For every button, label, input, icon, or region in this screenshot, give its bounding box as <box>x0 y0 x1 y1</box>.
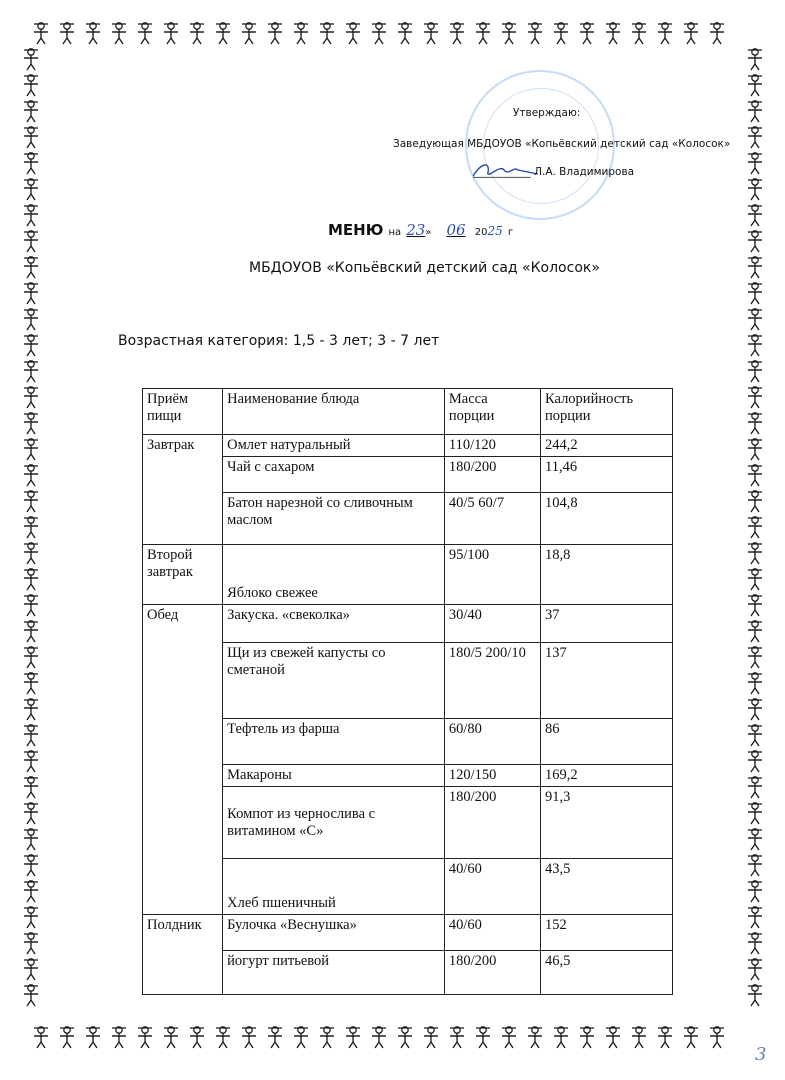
scarecrow-figure-icon <box>184 1024 210 1050</box>
dish-kcal: 169,2 <box>541 765 673 787</box>
quote-close: » <box>425 227 432 238</box>
table-row <box>143 493 673 545</box>
scarecrow-figure-icon <box>742 618 768 644</box>
scarecrow-figure-icon <box>418 1024 444 1050</box>
scarecrow-figure-icon <box>742 436 768 462</box>
scarecrow-figure-icon <box>18 462 44 488</box>
scarecrow-figure-icon <box>742 410 768 436</box>
scarecrow-figure-icon <box>742 46 768 72</box>
scarecrow-figure-icon <box>742 566 768 592</box>
scarecrow-figure-icon <box>132 1024 158 1050</box>
scarecrow-figure-icon <box>54 20 80 46</box>
scarecrow-figure-icon <box>18 670 44 696</box>
dish-name: йогурт питьевой <box>223 951 445 995</box>
dish-kcal: 11,46 <box>541 457 673 493</box>
menu-title <box>328 220 513 239</box>
year-prefix: 20 <box>474 227 488 238</box>
scarecrow-figure-icon <box>742 150 768 176</box>
day-handwritten: 23 <box>406 221 426 239</box>
scarecrow-figure-icon <box>314 1024 340 1050</box>
decorative-border-top <box>28 20 730 46</box>
month-handwritten: 06 <box>446 221 466 239</box>
scarecrow-figure-icon <box>742 228 768 254</box>
meal-cell: Второй завтрак <box>143 545 223 605</box>
dish-name: Макароны <box>223 765 445 787</box>
scarecrow-figure-icon <box>742 800 768 826</box>
menu-word: МЕНЮ <box>328 221 384 239</box>
decorative-border-bottom <box>28 1024 730 1050</box>
scarecrow-figure-icon <box>236 1024 262 1050</box>
scarecrow-figure-icon <box>18 46 44 72</box>
scarecrow-figure-icon <box>18 722 44 748</box>
scarecrow-figure-icon <box>652 1024 678 1050</box>
scarecrow-figure-icon <box>132 20 158 46</box>
scarecrow-figure-icon <box>80 1024 106 1050</box>
scarecrow-figure-icon <box>704 1024 730 1050</box>
dish-mass: 180/200 <box>444 951 540 995</box>
scarecrow-figure-icon <box>106 20 132 46</box>
scarecrow-figure-icon <box>742 306 768 332</box>
header-mass: Масса порции <box>444 389 540 435</box>
dish-kcal: 91,3 <box>541 787 673 859</box>
dish-mass: 40/60 <box>444 859 540 915</box>
scarecrow-figure-icon <box>18 592 44 618</box>
dish-name: Закуска. «свеколка» <box>223 605 445 643</box>
scarecrow-figure-icon <box>742 722 768 748</box>
scarecrow-figure-icon <box>18 124 44 150</box>
scarecrow-figure-icon <box>742 488 768 514</box>
scarecrow-figure-icon <box>80 20 106 46</box>
table-row <box>143 859 673 915</box>
approval-name-line: ___________ Л.А. Владимирова <box>473 166 635 178</box>
dish-mass: 30/40 <box>444 605 540 643</box>
scarecrow-figure-icon <box>158 1024 184 1050</box>
scarecrow-figure-icon <box>742 280 768 306</box>
scarecrow-figure-icon <box>742 982 768 1008</box>
scarecrow-figure-icon <box>18 202 44 228</box>
age-category: Возрастная категория: 1,5 - 3 лет; 3 - 7 лет <box>118 333 440 349</box>
scarecrow-figure-icon <box>54 1024 80 1050</box>
scarecrow-figure-icon <box>18 696 44 722</box>
scarecrow-figure-icon <box>522 1024 548 1050</box>
scarecrow-figure-icon <box>18 98 44 124</box>
scarecrow-figure-icon <box>262 1024 288 1050</box>
scarecrow-figure-icon <box>18 358 44 384</box>
scarecrow-figure-icon <box>18 774 44 800</box>
header-dish: Наименование блюда <box>223 389 445 435</box>
year-handwritten: 25 <box>487 224 503 238</box>
scarecrow-figure-icon <box>18 332 44 358</box>
dish-mass: 110/120 <box>444 435 540 457</box>
scarecrow-figure-icon <box>742 930 768 956</box>
scarecrow-figure-icon <box>392 1024 418 1050</box>
dish-name: Омлет натуральный <box>223 435 445 457</box>
scarecrow-figure-icon <box>742 852 768 878</box>
dish-mass: 180/200 <box>444 787 540 859</box>
scarecrow-figure-icon <box>626 1024 652 1050</box>
scarecrow-figure-icon <box>18 176 44 202</box>
dish-name: Щи из свежей капусты со сметаной <box>223 643 445 719</box>
scarecrow-figure-icon <box>678 20 704 46</box>
scarecrow-figure-icon <box>18 436 44 462</box>
scarecrow-figure-icon <box>742 774 768 800</box>
scarecrow-figure-icon <box>742 670 768 696</box>
scarecrow-figure-icon <box>18 306 44 332</box>
scarecrow-figure-icon <box>704 20 730 46</box>
scarecrow-figure-icon <box>444 20 470 46</box>
scarecrow-figure-icon <box>742 878 768 904</box>
scarecrow-figure-icon <box>742 98 768 124</box>
scarecrow-figure-icon <box>210 1024 236 1050</box>
table-row <box>143 605 673 643</box>
dish-name: Компот из чернослива с витамином «С» <box>223 787 445 859</box>
scarecrow-figure-icon <box>18 384 44 410</box>
scarecrow-figure-icon <box>288 20 314 46</box>
dish-kcal: 152 <box>541 915 673 951</box>
scarecrow-figure-icon <box>184 20 210 46</box>
scarecrow-figure-icon <box>548 1024 574 1050</box>
scarecrow-figure-icon <box>574 1024 600 1050</box>
scarecrow-figure-icon <box>742 956 768 982</box>
scarecrow-figure-icon <box>444 1024 470 1050</box>
dish-name: Хлеб пшеничный <box>223 859 445 915</box>
table-header-row <box>143 389 673 435</box>
scarecrow-figure-icon <box>18 644 44 670</box>
scarecrow-figure-icon <box>18 514 44 540</box>
meal-cell: Завтрак <box>143 435 223 545</box>
dish-kcal: 37 <box>541 605 673 643</box>
table-row <box>143 765 673 787</box>
dish-name: Яблоко свежее <box>223 545 445 605</box>
scarecrow-figure-icon <box>158 20 184 46</box>
scarecrow-figure-icon <box>18 618 44 644</box>
scarecrow-figure-icon <box>106 1024 132 1050</box>
dish-mass: 60/80 <box>444 719 540 765</box>
table-row <box>143 457 673 493</box>
dish-mass: 40/60 <box>444 915 540 951</box>
scarecrow-figure-icon <box>600 1024 626 1050</box>
scarecrow-figure-icon <box>18 930 44 956</box>
scarecrow-figure-icon <box>18 826 44 852</box>
scarecrow-figure-icon <box>742 332 768 358</box>
dish-kcal: 18,8 <box>541 545 673 605</box>
table-row <box>143 545 673 605</box>
scarecrow-figure-icon <box>18 748 44 774</box>
dish-kcal: 137 <box>541 643 673 719</box>
scarecrow-figure-icon <box>366 1024 392 1050</box>
dish-mass: 40/5 60/7 <box>444 493 540 545</box>
dish-mass: 120/150 <box>444 765 540 787</box>
scarecrow-figure-icon <box>340 20 366 46</box>
scarecrow-figure-icon <box>418 20 444 46</box>
header-kcal: Калорийность порции <box>541 389 673 435</box>
scarecrow-figure-icon <box>18 904 44 930</box>
scarecrow-figure-icon <box>742 826 768 852</box>
scarecrow-figure-icon <box>548 20 574 46</box>
table-row <box>143 719 673 765</box>
organization-name: МБДОУОВ «Копьёвский детский сад «Колосок» <box>249 260 600 276</box>
dish-name: Чай с сахаром <box>223 457 445 493</box>
table-row <box>143 435 673 457</box>
scarecrow-figure-icon <box>496 20 522 46</box>
dish-mass: 95/100 <box>444 545 540 605</box>
approval-label: Утверждаю: <box>513 107 581 119</box>
scarecrow-figure-icon <box>18 982 44 1008</box>
scarecrow-figure-icon <box>652 20 678 46</box>
page-number: 3 <box>755 1044 767 1065</box>
scarecrow-figure-icon <box>574 20 600 46</box>
scarecrow-figure-icon <box>522 20 548 46</box>
table-row <box>143 951 673 995</box>
scarecrow-figure-icon <box>678 1024 704 1050</box>
scarecrow-figure-icon <box>742 696 768 722</box>
scarecrow-figure-icon <box>288 1024 314 1050</box>
year-suffix: г <box>507 227 514 238</box>
scarecrow-figure-icon <box>262 20 288 46</box>
scarecrow-figure-icon <box>742 904 768 930</box>
dish-kcal: 104,8 <box>541 493 673 545</box>
scarecrow-figure-icon <box>18 280 44 306</box>
dish-name: Булочка «Веснушка» <box>223 915 445 951</box>
scarecrow-figure-icon <box>742 644 768 670</box>
table-row <box>143 643 673 719</box>
scarecrow-figure-icon <box>18 72 44 98</box>
scarecrow-figure-icon <box>742 202 768 228</box>
scarecrow-figure-icon <box>470 1024 496 1050</box>
scarecrow-figure-icon <box>18 852 44 878</box>
dish-kcal: 244,2 <box>541 435 673 457</box>
scarecrow-figure-icon <box>742 748 768 774</box>
scarecrow-figure-icon <box>742 72 768 98</box>
header-meal: Приём пищи <box>143 389 223 435</box>
scarecrow-figure-icon <box>18 150 44 176</box>
scarecrow-figure-icon <box>742 384 768 410</box>
dish-mass: 180/5 200/10 <box>444 643 540 719</box>
scarecrow-figure-icon <box>18 540 44 566</box>
decorative-border-right <box>742 46 768 1008</box>
scarecrow-figure-icon <box>742 176 768 202</box>
scarecrow-figure-icon <box>470 20 496 46</box>
scarecrow-figure-icon <box>742 124 768 150</box>
scarecrow-figure-icon <box>18 488 44 514</box>
scarecrow-figure-icon <box>18 956 44 982</box>
meal-cell: Обед <box>143 605 223 915</box>
scarecrow-figure-icon <box>18 878 44 904</box>
scarecrow-figure-icon <box>210 20 236 46</box>
menu-table <box>142 388 673 995</box>
dish-name: Тефтель из фарша <box>223 719 445 765</box>
dish-mass: 180/200 <box>444 457 540 493</box>
scarecrow-figure-icon <box>18 800 44 826</box>
scarecrow-figure-icon <box>742 254 768 280</box>
scarecrow-figure-icon <box>18 254 44 280</box>
scarecrow-figure-icon <box>366 20 392 46</box>
scarecrow-figure-icon <box>28 1024 54 1050</box>
scarecrow-figure-icon <box>314 20 340 46</box>
scarecrow-figure-icon <box>742 540 768 566</box>
scarecrow-figure-icon <box>496 1024 522 1050</box>
menu-na: на <box>388 227 402 238</box>
scarecrow-figure-icon <box>600 20 626 46</box>
scarecrow-figure-icon <box>28 20 54 46</box>
scarecrow-figure-icon <box>742 358 768 384</box>
table-row <box>143 787 673 859</box>
scarecrow-figure-icon <box>742 514 768 540</box>
scarecrow-figure-icon <box>18 566 44 592</box>
meal-cell: Полдник <box>143 915 223 995</box>
table-row <box>143 915 673 951</box>
approval-position: Заведующая МБДОУОВ «Копьёвский детский сад «Колосок» <box>393 138 731 150</box>
scarecrow-figure-icon <box>18 410 44 436</box>
dish-kcal: 86 <box>541 719 673 765</box>
scarecrow-figure-icon <box>742 592 768 618</box>
scarecrow-figure-icon <box>18 228 44 254</box>
scarecrow-figure-icon <box>742 462 768 488</box>
scarecrow-figure-icon <box>236 20 262 46</box>
dish-kcal: 46,5 <box>541 951 673 995</box>
dish-kcal: 43,5 <box>541 859 673 915</box>
decorative-border-left <box>18 46 44 1008</box>
scarecrow-figure-icon <box>392 20 418 46</box>
dish-name: Батон нарезной со сливочным маслом <box>223 493 445 545</box>
scarecrow-figure-icon <box>340 1024 366 1050</box>
scarecrow-figure-icon <box>626 20 652 46</box>
